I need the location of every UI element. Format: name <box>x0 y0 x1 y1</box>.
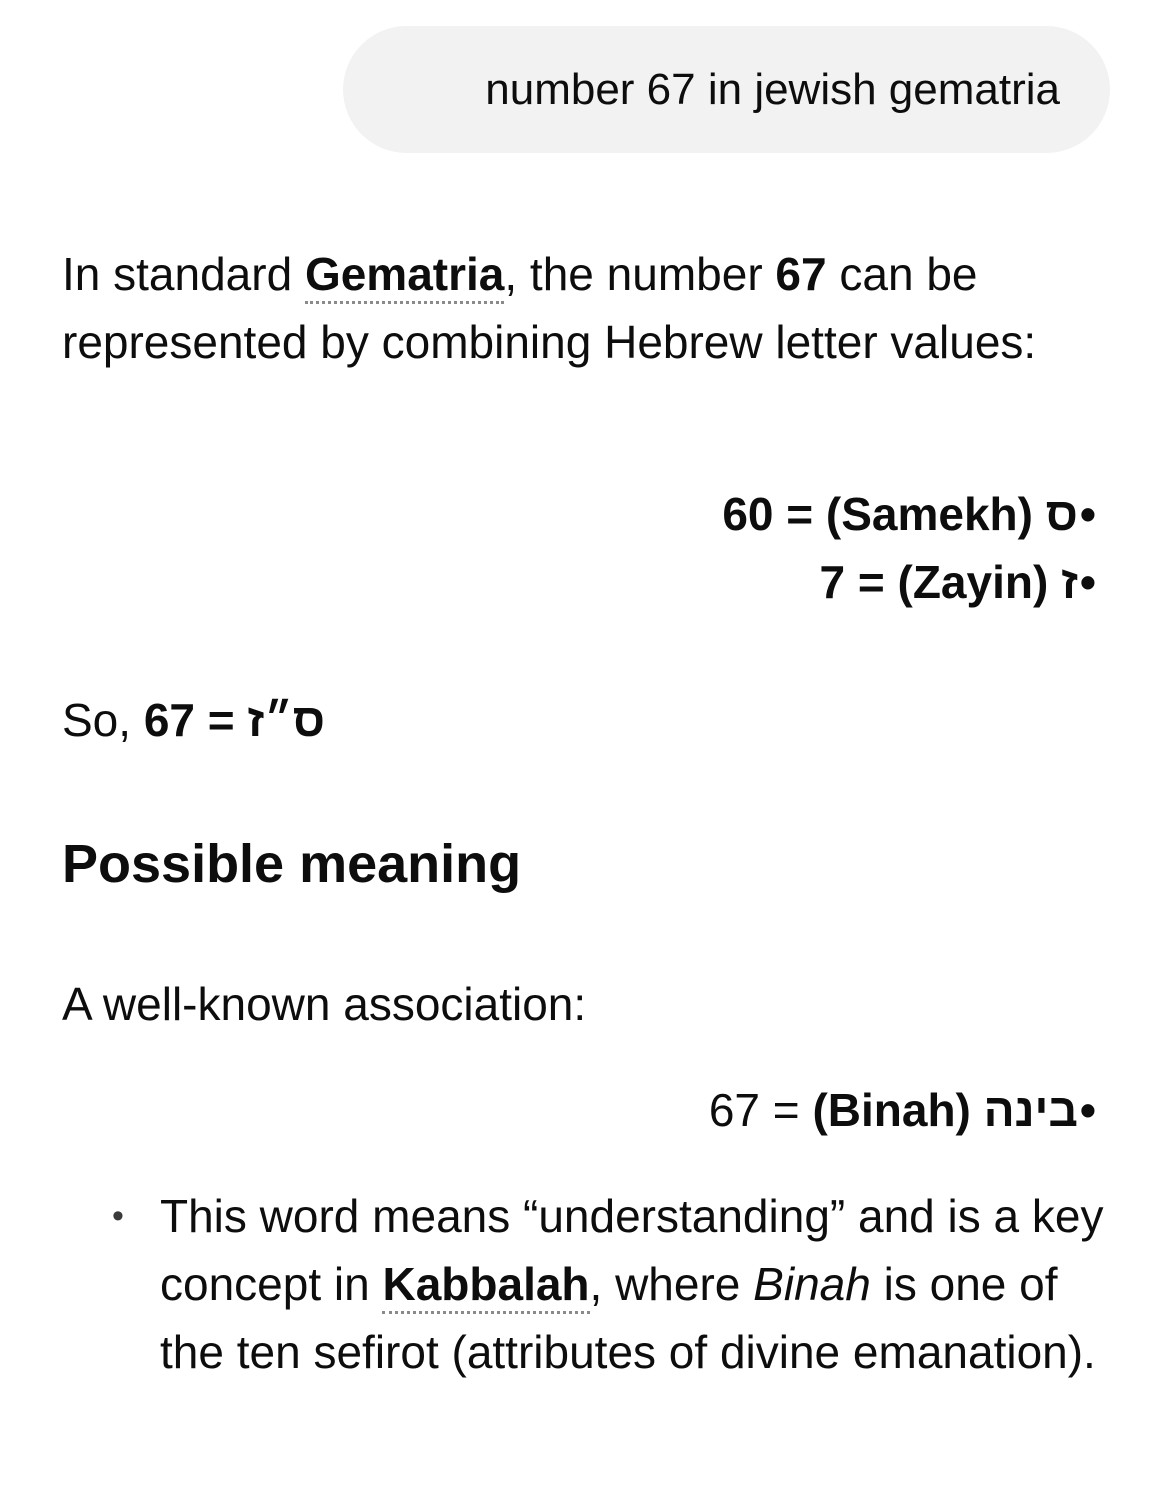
zayin-value: 7 = (Zayin) <box>819 556 1049 608</box>
bullet-dot: • <box>112 1197 124 1235</box>
bullet-text <box>160 1182 1112 1386</box>
list-bullet: • <box>1079 488 1096 540</box>
intro-paragraph <box>62 240 1112 376</box>
so-prefix: So, <box>62 694 144 746</box>
so-equation: 67 = ס״ז <box>143 694 326 746</box>
list-item-binah <box>709 1076 1096 1144</box>
binah-hebrew: בינה <box>983 1084 1078 1136</box>
intro-text-2: , the number <box>504 248 776 300</box>
association-list <box>709 1076 1096 1144</box>
list-bullet: • <box>1079 1084 1096 1136</box>
user-message-text: number 67 in jewish gematria <box>485 64 1060 114</box>
list-item-samekh <box>722 480 1096 548</box>
binah-name: (Binah) <box>812 1084 971 1136</box>
gematria-link[interactable]: Gematria <box>305 248 504 304</box>
list-item-zayin <box>820 548 1097 616</box>
so-line <box>62 686 1112 754</box>
intro-number: 67 <box>775 248 827 300</box>
user-message-bubble <box>343 26 1110 153</box>
list-bullet: • <box>1079 556 1096 608</box>
zayin-hebrew: ז <box>1061 556 1078 608</box>
intro-text-1: In standard <box>62 248 305 300</box>
letter-values-list <box>722 480 1096 616</box>
bullet-text-1: This word means “understanding” and is a key concept in <box>160 1190 1104 1310</box>
binah-italic: Binah <box>753 1258 871 1310</box>
kabbalah-link[interactable]: Kabbalah <box>382 1258 589 1314</box>
bullet-text-3: is one of the ten sefirot (attributes of divine emanation). <box>160 1258 1096 1378</box>
association-intro: A well-known association: <box>62 978 587 1030</box>
section-heading: Possible meaning <box>62 834 522 894</box>
intro-text-3: can be represented by combining Hebrew letter values: <box>62 248 1037 368</box>
samekh-hebrew: ס <box>1045 488 1078 540</box>
samekh-value: 60 = (Samekh) <box>722 488 1033 540</box>
bullet-list-item <box>112 1182 1112 1386</box>
binah-number: 67 = <box>708 1084 813 1136</box>
bullet-text-2: , where <box>589 1258 754 1310</box>
